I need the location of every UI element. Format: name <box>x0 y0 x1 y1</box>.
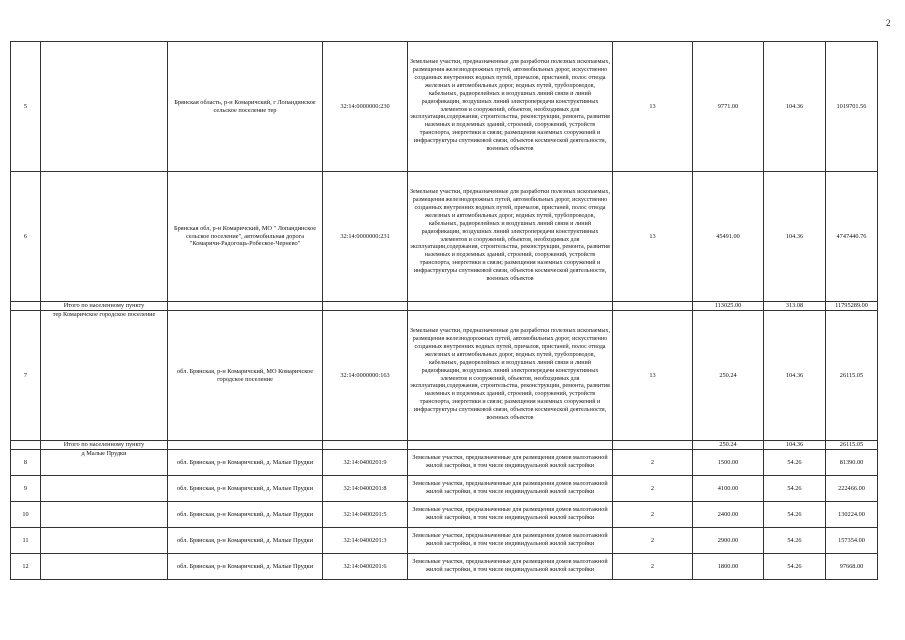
total-rate: 104.36 <box>764 441 826 450</box>
address-cell: обл. Брянская, р-н Комаричский, д. Малые Прудки <box>168 554 323 580</box>
table-row <box>11 450 878 476</box>
row-number: 10 <box>11 502 41 528</box>
rate-cell: 54.26 <box>764 476 826 502</box>
land-use-description: Земельные участки, предназначенные для размещения домов малоэтажной жилой застройки, в том числе индивидуальной жилой застройки <box>408 528 613 554</box>
value-cell: 1019701.56 <box>826 42 878 172</box>
cadastral-number: 32:14:0000000:231 <box>323 172 408 302</box>
row-number: 7 <box>11 311 41 441</box>
address-cell: Брянская область, р-н Комаричский, г Лопандинское сельское поселение тер <box>168 42 323 172</box>
table-row <box>11 172 878 302</box>
rate-cell: 54.26 <box>764 450 826 476</box>
value-cell: 222466.00 <box>826 476 878 502</box>
group-code: 2 <box>613 502 693 528</box>
land-use-description: Земельные участки, предназначенные для размещения домов малоэтажной жилой застройки, в том числе индивидуальной жилой застройки <box>408 554 613 580</box>
cadastral-number: 32:14:0400201:5 <box>323 502 408 528</box>
table-row <box>11 42 878 172</box>
table-row <box>11 554 878 580</box>
land-use-description: Земельные участки, предназначенные для размещения домов малоэтажной жилой застройки, в том числе индивидуальной жилой застройки <box>408 476 613 502</box>
total-value: 26115.05 <box>826 441 878 450</box>
address-cell: обл. Брянская, р-н Комаричский, д. Малые Прудки <box>168 450 323 476</box>
settlement-cell: тер Комаричское городское поселение <box>41 311 168 441</box>
value-cell: 157354.00 <box>826 528 878 554</box>
settlement-cell <box>41 502 168 528</box>
address-cell: Брянская обл, р-н Комаричский, МО " Лопандинское сельское поселение", автомобильная дорога "Комаричи-Радогощь-Робеское-Чернево" <box>168 172 323 302</box>
rate-cell: 104.36 <box>764 311 826 441</box>
area-cell: 2900.00 <box>693 528 764 554</box>
table-row <box>11 502 878 528</box>
cadastral-number: 32:14:0000000:163 <box>323 311 408 441</box>
table-row <box>11 476 878 502</box>
address-cell: обл. Брянская, р-н Комаричский, МО Комаричское городское поселение <box>168 311 323 441</box>
settlement-cell <box>41 42 168 172</box>
total-value: 11795289.00 <box>826 302 878 311</box>
rate-cell: 104.36 <box>764 42 826 172</box>
area-cell: 1500.00 <box>693 450 764 476</box>
group-code: 13 <box>613 42 693 172</box>
row-number: 6 <box>11 172 41 302</box>
cadastral-number: 32:14:0400201:6 <box>323 554 408 580</box>
group-code: 2 <box>613 528 693 554</box>
address-cell: обл. Брянская, р-н Комаричский, д. Малые Прудки <box>168 502 323 528</box>
cadastral-number: 32:14:0400201:9 <box>323 450 408 476</box>
area-cell: 250.24 <box>693 311 764 441</box>
row-number: 11 <box>11 528 41 554</box>
area-cell: 9771.00 <box>693 42 764 172</box>
value-cell: 97668.00 <box>826 554 878 580</box>
cadastral-number: 32:14:0000000:230 <box>323 42 408 172</box>
row-number: 9 <box>11 476 41 502</box>
rate-cell: 54.26 <box>764 528 826 554</box>
row-number: 12 <box>11 554 41 580</box>
value-cell: 4747440.76 <box>826 172 878 302</box>
settlement-cell <box>41 554 168 580</box>
value-cell: 130224.00 <box>826 502 878 528</box>
settlement-cell <box>41 172 168 302</box>
value-cell: 26115.05 <box>826 311 878 441</box>
settlement-cell: д Малые Прудки <box>41 450 168 476</box>
land-use-description: Земельные участки, предназначенные для размещения домов малоэтажной жилой застройки, в том числе индивидуальной жилой застройки <box>408 450 613 476</box>
group-code: 13 <box>613 311 693 441</box>
total-label: Итого по населенному пункту <box>41 302 168 311</box>
table-row <box>11 311 878 441</box>
total-row <box>11 441 878 450</box>
page-number: 2 <box>886 18 891 28</box>
group-code: 2 <box>613 476 693 502</box>
row-number: 8 <box>11 450 41 476</box>
area-cell: 45491.00 <box>693 172 764 302</box>
settlement-cell <box>41 528 168 554</box>
address-cell: обл. Брянская, р-н Комаричский, д. Малые Прудки <box>168 528 323 554</box>
group-code: 2 <box>613 450 693 476</box>
area-cell: 1800.00 <box>693 554 764 580</box>
land-use-description: Земельные участки, предназначенные для разработки полезных ископаемых, размещения железнодорожных путей, автомобильных дорог, искусственно созданных внутренних водных путей, причалов, пристаней, полос отвода железных и автомобильных дорог, водных путей, трубопроводов, кабельных, радиорелейных и воздушных линий связи и линий радиофикации, воздушных линий электропередачи конструктивных элементов и сооружений, объектов, необходимых для эксплуатации,содержания, строительства, реконструкции, ремонта, развития наземных и подземных зданий, строений, сооружений, устройств транспорта, энергетики и связи; размещения наземных сооружений и инфраструктуры спутниковой связи, объектов космической деятельности, военных объектов <box>408 42 613 172</box>
rate-cell: 54.26 <box>764 502 826 528</box>
total-area: 113025.00 <box>693 302 764 311</box>
total-area: 250.24 <box>693 441 764 450</box>
cadastral-number: 32:14:0400201:3 <box>323 528 408 554</box>
cadastral-number: 32:14:0400201:8 <box>323 476 408 502</box>
total-row <box>11 302 878 311</box>
land-registry-table <box>10 41 878 580</box>
row-number: 5 <box>11 42 41 172</box>
rate-cell: 104.36 <box>764 172 826 302</box>
address-cell: обл. Брянская, р-н Комаричский, д. Малые Прудки <box>168 476 323 502</box>
rate-cell: 54.26 <box>764 554 826 580</box>
area-cell: 4100.00 <box>693 476 764 502</box>
total-label: Итого по населенному пункту <box>41 441 168 450</box>
settlement-cell <box>41 476 168 502</box>
land-use-description: Земельные участки, предназначенные для разработки полезных ископаемых, размещения железнодорожных путей, автомобильных дорог, искусственно созданных внутренних водных путей, причалов, пристаней, полос отвода железных и автомобильных дорог, водных путей, трубопроводов, кабельных, радиорелейных и воздушных линий связи и линий радиофикации, воздушных линий электропередачи конструктивных элементов и сооружений, объектов, необходимых для эксплуатации,содержания, строительства, реконструкции, ремонта, развития наземных и подземных зданий, строений, сооружений, устройств транспорта, энергетики и связи; размещения наземных сооружений и инфраструктуры спутниковой связи, объектов космической деятельности, военных объектов <box>408 311 613 441</box>
group-code: 2 <box>613 554 693 580</box>
table-row <box>11 528 878 554</box>
value-cell: 81390.00 <box>826 450 878 476</box>
land-use-description: Земельные участки, предназначенные для размещения домов малоэтажной жилой застройки, в том числе индивидуальной жилой застройки <box>408 502 613 528</box>
land-use-description: Земельные участки, предназначенные для разработки полезных ископаемых, размещения железнодорожных путей, автомобильных дорог, искусственно созданных внутренних водных путей, причалов, пристаней, полос отвода железных и автомобильных дорог, водных путей, трубопроводов, кабельных, радиорелейных и воздушных линий связи и линий радиофикации, воздушных линий электропередачи конструктивных элементов и сооружений, объектов, необходимых для эксплуатации,содержания, строительства, реконструкции, ремонта, развития наземных и подземных зданий, строений, сооружений, устройств транспорта, энергетики и связи; размещения наземных сооружений и инфраструктуры спутниковой связи, объектов космической деятельности, военных объектов <box>408 172 613 302</box>
group-code: 13 <box>613 172 693 302</box>
total-rate: 313.08 <box>764 302 826 311</box>
area-cell: 2400.00 <box>693 502 764 528</box>
